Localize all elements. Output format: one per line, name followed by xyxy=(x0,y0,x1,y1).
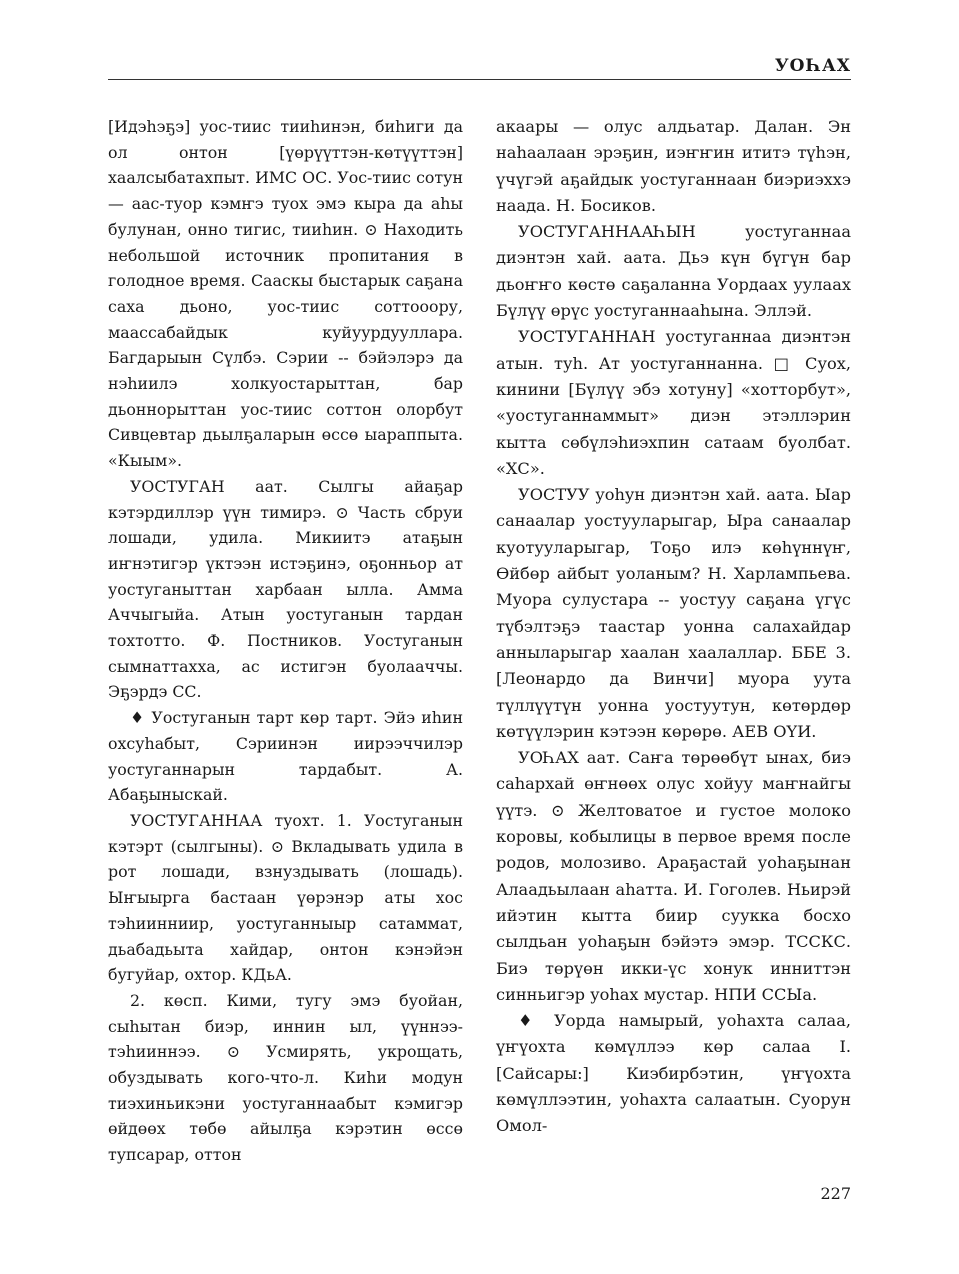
running-head: УОҺАХ xyxy=(774,56,851,76)
left-column xyxy=(108,114,463,1168)
right-column xyxy=(496,114,851,1140)
entry-paragraph: УОҺАХ аат. Саҥа төрөөбүт ынах, биэ саһархай өҥнөөх олус хойуу маҥнайгы үүтэ. ⊙ Желтоватое и густое молоко коровы, кобылицы в первое время после родов, молозиво. Араҕастай уоһаҕынан Алаадьылаан аһатта. И. Гоголев. Ньирэй ийэтин кытта биир суукка босхо сылдьан уоһаҕын бэйэтэ эмэр. ТССКС. Биэ төрүөн икки-үс хонук инниттэн синньигэр уоһах мустар. НПИ ССЫа. xyxy=(496,748,851,1004)
entry-paragraph: УОСТУУ уоһун диэнтэн хай. аата. Ыар санаалар уостууларыгар, Ыра санаалар куотууларыгар, Тоҕо илэ көһүннүҥ, Өйбөр айбыт уоланым? Н. Харлампьева. Муора сулустара -- уостуу саҕана үгүс түбэлтэҕэ таастар уонна салахайдар анныларыгар хаалан хаалаллар. ББЕ 3. [Леонардо да Винчи] муора уута түллүүтүн уонна уостуутун, көтөрдөр көтүүлэрин кэтээн көрөрө. АЕВ ОҮИ. xyxy=(496,485,851,741)
entry-paragraph: акаары — олус алдьатар. Далан. Эн наһаалаан эрэҕин, иэҥҥин ититэ түһэн, үчүгэй аҕайдык уостуганнаан биэриэххэ наада. Н. Босиков. xyxy=(496,117,851,215)
entry-paragraph: УОСТУГАННАА туохт. 1. Уостуганын кэтэрт (сылгыны). ⊙ Вкладывать удила в рот лошади, взнуздывать (лошадь). Ыҥыырга бастаан үөрэнэр аты хос тэһиинниир, уостуганныыр сатаммат, дьабадьыта хайдар, онтон кэнэйэн бугуйар, охтор. КДьА. xyxy=(108,810,463,985)
entry-paragraph: ♦ Уорда намырый, уоһахта салаа, үҥүохта көмүллээ көр салаа I. [Сайсары:] Киэбирбэтин, үҥүохта көмүллээтин, уоһахта салаатын. Суорун Омол- xyxy=(496,1011,851,1136)
entry-paragraph: УОСТУГАН аат. Сылгы айаҕар кэтэрдиллэр үүн тимирэ. ⊙ Часть сбруи лошади, удила. Микиитэ атаҕын иҥнэтигэр үктээн истэҕинэ, оҕонньор ат уостуганыттан харбаан ылла. Амма Аччыгыйа. Атын уостуганын тардан тохтотто. Ф. Постников. Уостуганын сымнаттахха, ас истигэн буолааччы. Эҕэрдэ СС. xyxy=(108,476,463,702)
entry-paragraph: УОСТУГАННААҺЫН уостуганнаа диэнтэн хай. аата. Дьэ күн бүгүн бар дьоҥҥо көстө саҕаланна Уордаах уулаах Бүлүү өрүс уостуганнааһына. Эллэй. xyxy=(496,222,851,321)
entry-paragraph: [Идэһэҕэ] уос-тиис тииһинэн, биһиги да ол онтон [үөрүүттэн-көтүүттэн] хаалсыбатахпыт. ИМС ОС. Уос-тиис сотун — аас-туор кэмҥэ туох эмэ кыра да аһы булунан, онно тигис, тииһин. ⊙ Находить небольшой источник пропитания в голодное время. Сааскы быстарык саҕана саха дьоно, уос-тиис соттооору, маассабайдык куйуурдууллара. Багдарыын Сүлбэ. Сэрии -- бэйэлэрэ да нэһиилэ холкуостарыттан, бар дьоннорыттан уос-тиис соттон олорбут Сивцевтар дьылҕаларын өссө ыараппыта. «Кыым». xyxy=(108,117,463,471)
entry-paragraph: ♦ Уостуганын тарт көр тарт. Эйэ иһин охсуһабыт, Сэриинэн иирээччилэр уостуганнарын тардабыт. А. Абаҕыныскай. xyxy=(108,708,463,805)
entry-paragraph: 2. көсп. Кими, тугу эмэ буойан, сыһытан биэр, иннин ыл, үүннээ-тэһииннээ. ⊙ Усмирять, укрощать, обуздывать кого-что-л. Киһи модун тиэхиньикэни уостуганнаабыт кэмигэр өйдөөх төбө айылҕа кэрэтин өссө тупсарар, оттон xyxy=(108,990,463,1165)
page-number: 227 xyxy=(820,1184,851,1203)
header-rule xyxy=(108,79,851,80)
entry-paragraph: УОСТУГАННАН уостуганнаа диэнтэн атын. туһ. Ат уостуганнанна. □ Суох, кинини [Бүлүү эбэ хотуну] «хотторбут», «уостуганнаммыт» диэн этэллэрин кытта сөбүлэһиэхпин сатаам буолбат. «ХС». xyxy=(496,327,851,478)
